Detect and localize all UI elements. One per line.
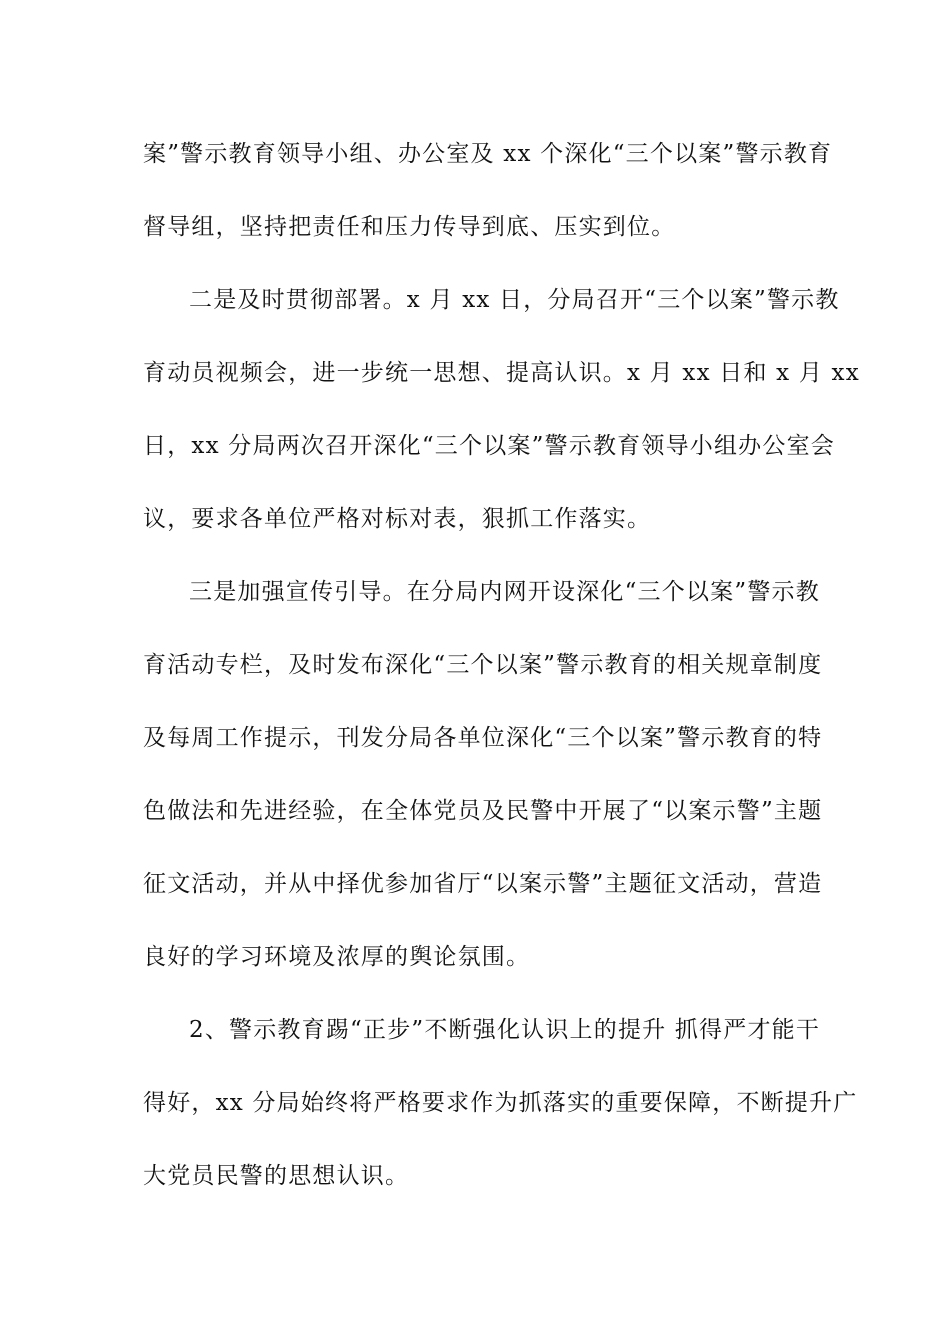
text-line: 得好，xx 分局始终将严格要求作为抓落实的重要保障，不断提升广 [143,1090,858,1116]
text-line: 良好的学习环境及浓厚的舆论氛围。 [143,944,531,970]
text-line: 议，要求各单位严格对标对表，狠抓工作落实。 [143,506,652,532]
text-line: 色做法和先进经验，在全体党员及民警中开展了“以案示警”主题 [143,798,823,824]
text-line: 征文活动，并从中择优参加省厅“以案示警”主题征文活动，营造 [143,871,823,897]
text-line: 督导组，坚持把责任和压力传导到底、压实到位。 [143,214,676,240]
text-line: 案”警示教育领导小组、办公室及 xx 个深化“三个以案”警示教育 [143,141,833,167]
text-line: 二是及时贯彻部署。x 月 xx 日，分局召开“三个以案”警示教 [189,287,840,313]
text-line: 育活动专栏，及时发布深化“三个以案”警示教育的相关规章制度 [143,652,823,678]
text-line: 育动员视频会，进一步统一思想、提高认识。x 月 xx 日和 x 月 xx [143,360,860,386]
text-line: 三是加强宣传引导。在分局内网开设深化“三个以案”警示教 [189,579,820,605]
text-line: 2、警示教育踢“正步”不断强化认识上的提升 抓得严才能干 [189,1017,821,1043]
text-line: 日，xx 分局两次召开深化“三个以案”警示教育领导小组办公室会 [143,433,835,459]
text-line: 大党员民警的思想认识。 [143,1163,410,1189]
text-line: 及每周工作提示，刊发分局各单位深化“三个以案”警示教育的特 [143,725,823,751]
